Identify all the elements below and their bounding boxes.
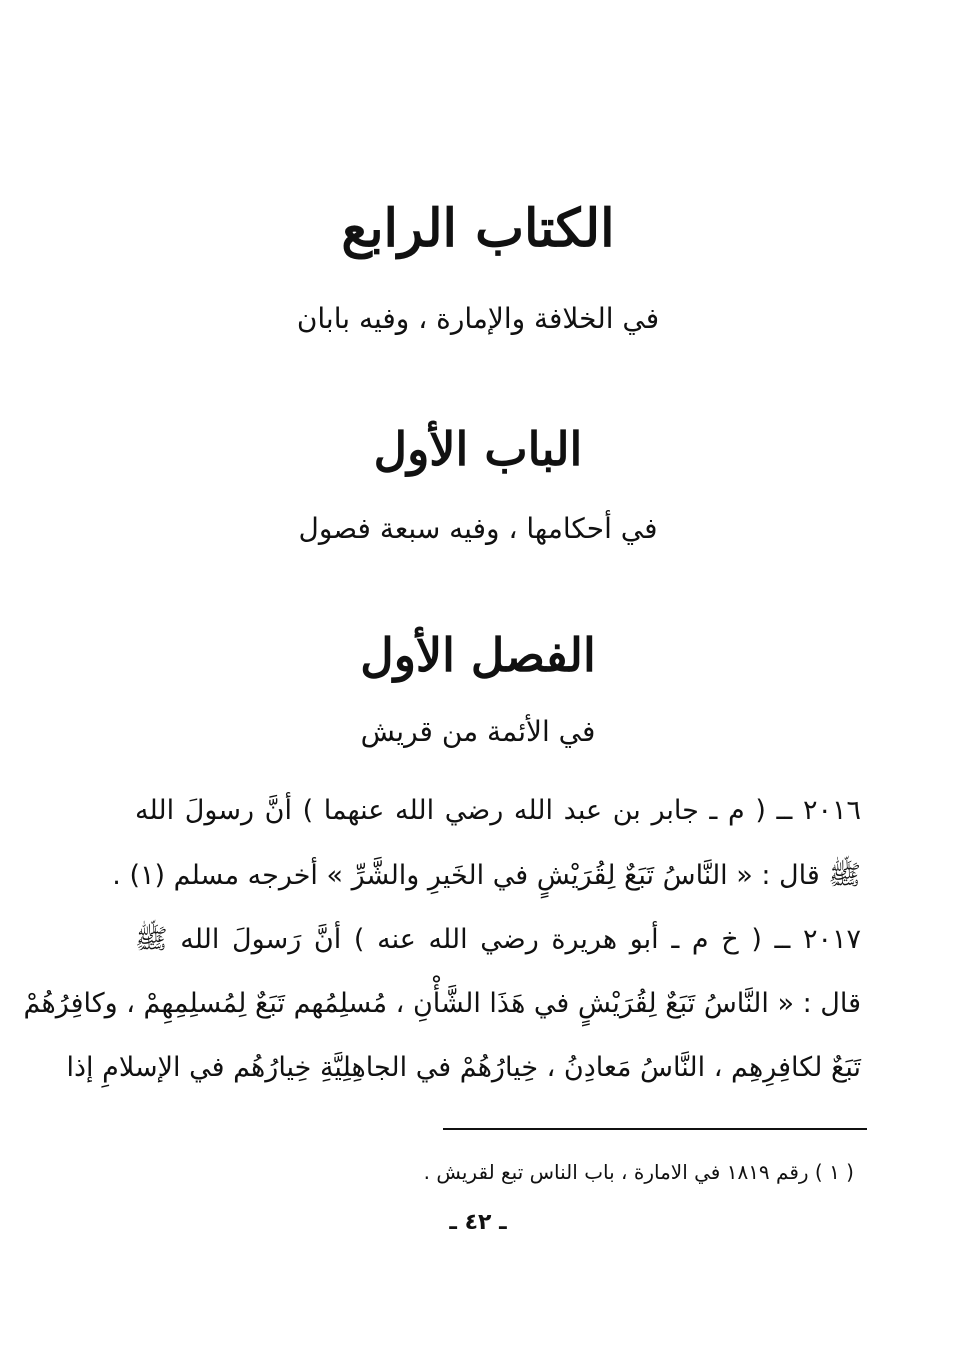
chapter-subtitle: في أحكامها ، وفيه سبعة فصول	[298, 512, 658, 545]
book-title: الكتاب الرابع	[341, 198, 615, 259]
footnote-divider	[443, 1128, 867, 1130]
page-number: ـ ٤٢ ـ	[449, 1210, 507, 1235]
section-subtitle: في الأئمة من قريش	[360, 715, 596, 748]
section-title: الفصل الأول	[360, 628, 596, 682]
footnote: ( ١ ) رقم ١٨١٩ في الامارة ، باب الناس تبع لقريش .	[423, 1160, 854, 1184]
chapter-title: الباب الأول	[373, 422, 583, 476]
body-line-1: ٢٠١٦ ــ ( م ـ جابر بن عبد الله رضي الله عنهما ) أنَّ رسولَ الله	[135, 795, 861, 826]
book-subtitle: في الخلافة والإمارة ، وفيه بابان	[296, 302, 660, 335]
body-line-3: ٢٠١٧ ــ ( خ م ـ أبو هريرة رضي الله عنه ) أنَّ رَسولَ الله ﷺ	[135, 924, 861, 955]
body-line-5: تَبَعٌ لكافِرِهِم ، النَّاسُ مَعادِنُ ، خِيارُهُمْ في الجاهِلِيَّةِ خِيارُهُم في الإسلامِ إذا	[66, 1052, 861, 1083]
body-line-4: قال : « النَّاسُ تَبَعٌ لِقُرَيْشٍ في هَذَا الشَّأْنِ ، مُسلِمُهم تَبَعٌ لِمُسلِمِهِمْ ، وكافِرُهُمْ	[23, 988, 861, 1019]
body-line-2: ﷺ قال : « النَّاسُ تَبَعٌ لِقُرَيْشٍ في الخَيرِ والشَّرِّ » أخرجه مسلم (١) .	[112, 860, 861, 891]
